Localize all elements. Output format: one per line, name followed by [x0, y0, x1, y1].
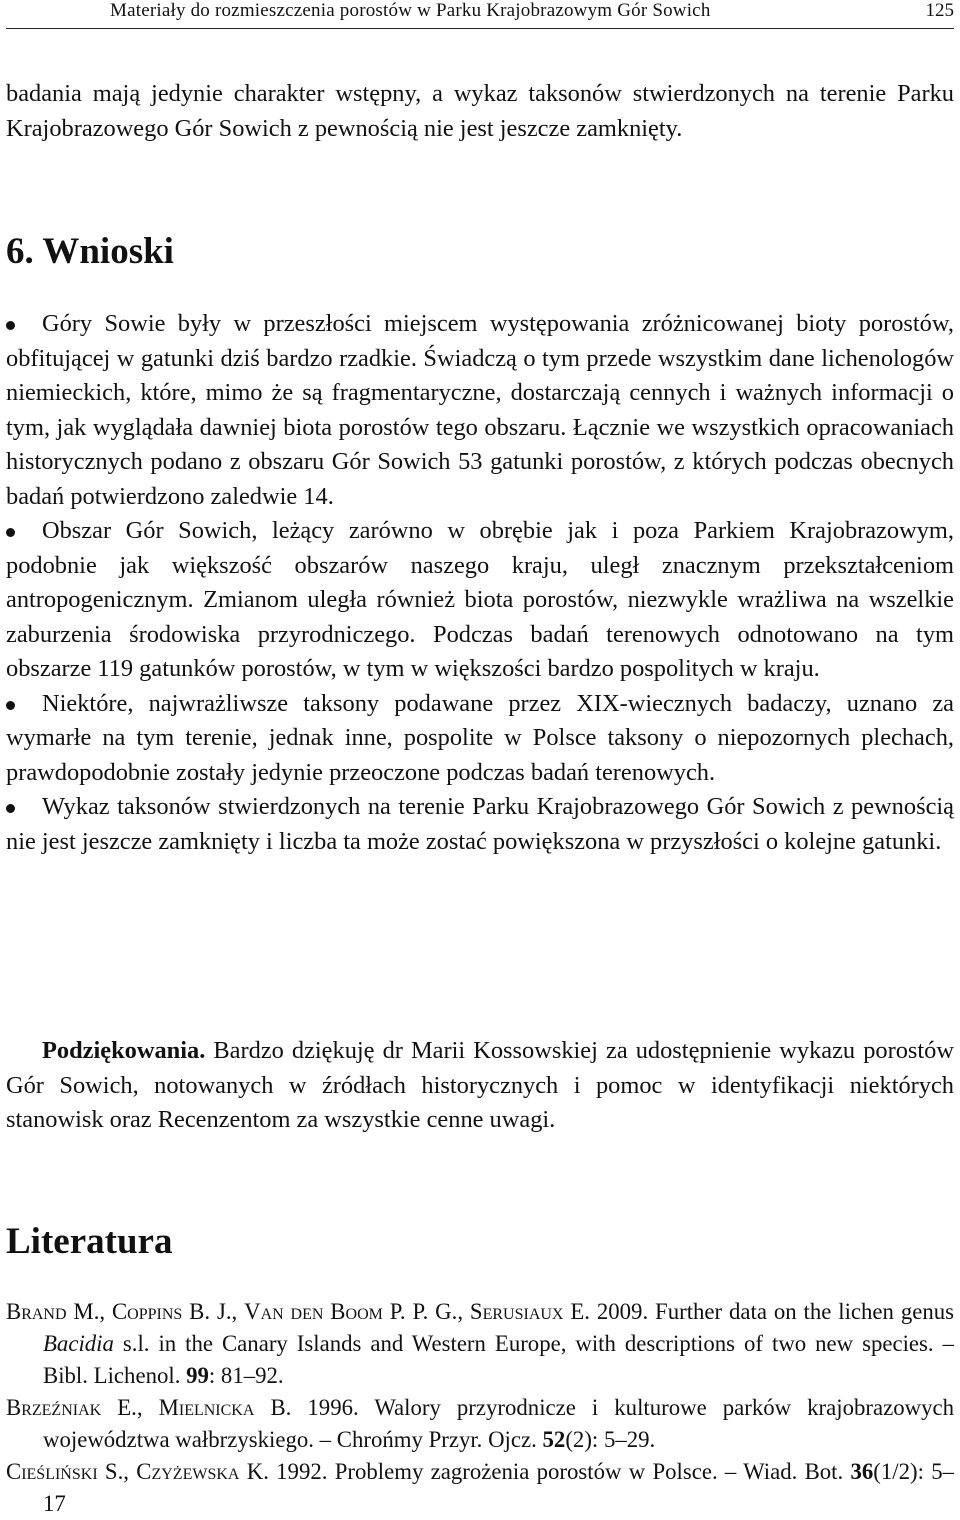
conclusions-list	[6, 307, 954, 859]
section-heading-literatura: Literatura	[6, 1221, 173, 1262]
reference-author-initials: B. 1996.	[254, 1395, 375, 1420]
reference-author-initials: E.,	[101, 1395, 159, 1420]
conclusion-text: Wykaz taksonów stwierdzonych na terenie Parku Krajobrazowego Gór Sowich z pewnością nie jest jeszcze zamknięty i liczba ta może zostać powiększona w przyszłości o kolejne gatunki.	[6, 793, 954, 855]
conclusion-text: Góry Sowie były w przeszłości miejscem występowania zróżnicowanej bioty porostów, obfitującej w gatunki dziś bardzo rzadkie. Świadczą o tym przede wszystkim dane lichenologów niemieckich, które, mimo że są fragmentaryczne, dostarczają cennych i ważnych informacji o tym, jak wyglądała dawniej biota porostów tego obszaru. Łącznie we wszystkich opracowaniach historycznych podano z obszaru Gór Sowich 53 gatunki porostów, z których podczas obecnych badań potwierdzono zaledwie 14.	[6, 310, 954, 510]
reference-author: Cieśliński	[6, 1459, 98, 1484]
reference-volume: 36	[850, 1459, 874, 1484]
reference-author-initials: B. J.,	[182, 1299, 245, 1324]
intro-paragraph: badania mają jedynie charakter wstępny, a wykaz taksonów stwierdzonych na terenie Parku Krajobrazowego Gór Sowich z pewnością nie jest jeszcze zamknięty.	[6, 80, 954, 142]
reference-author-initials: S.,	[97, 1459, 137, 1484]
reference-title: Problemy zagrożenia porostów w Polsce. – Wiad. Bot.	[334, 1459, 851, 1484]
conclusion-text: Obszar Gór Sowich, leżący zarówno w obrębie jak i poza Parkiem Krajobrazowym, podobnie jak większość obszarów naszego kraju, uległ znacznym przekształceniom antropogenicznym. Zmianom uległa również biota porostów, niezwykle wrażliwa na wszelkie zaburzenia środowiska przyrodniczego. Podczas badań terenowych odnotowano na tym obszarze 119 gatunków porostów, w tym w większości bardzo pospolitych w kraju.	[6, 517, 954, 682]
reference-author-initials: P. P. G.,	[382, 1299, 470, 1324]
conclusion-item	[6, 687, 954, 791]
reference-author: Mielnicka	[158, 1395, 255, 1420]
reference-author: Brzeźniak	[6, 1395, 102, 1420]
references-list	[6, 1296, 954, 1520]
reference-title: Walory przyrodnicze i kulturowe parków krajobrazowych województwa wałbrzyskiego. – Chrońmy Przyr. Ojcz.	[43, 1395, 954, 1452]
acknowledgements-text: Bardzo dziękuję dr Marii Kossowskiej za udostępnienie wykazu porostów Gór Sowich, notowanych w źródłach historycznych i pomoc w identyfikacji niektórych stanowisk oraz Recenzentom za wszystkie cenne uwagi.	[6, 1037, 954, 1133]
conclusion-item	[6, 514, 954, 687]
bullet-icon	[6, 804, 15, 813]
bullet-icon	[6, 321, 15, 330]
reference-pages: (2): 5–29.	[565, 1427, 656, 1452]
reference-title: Further data on the lichen genus	[655, 1299, 954, 1324]
section-heading-wnioski: 6. Wnioski	[6, 231, 174, 272]
reference-title: s.l. in the Canary Islands and Western Europe, with descriptions of two new species. – Bibl. Lichenol.	[43, 1331, 954, 1388]
reference-author: Brand	[6, 1299, 67, 1324]
page-number: 125	[925, 0, 954, 21]
reference-author-initials: E. 2009.	[563, 1299, 656, 1324]
reference-author: Van den Boom	[244, 1299, 383, 1324]
reference-pages: : 81–92.	[208, 1363, 284, 1388]
reference-author: Serusiaux	[469, 1299, 564, 1324]
reference-volume: 99	[186, 1363, 209, 1388]
reference-author-initials: M.,	[66, 1299, 112, 1324]
reference-author: Czyżewska	[136, 1459, 240, 1484]
reference-item	[6, 1456, 954, 1520]
running-header	[6, 0, 954, 29]
reference-genus: Bacidia	[43, 1331, 114, 1356]
running-title: Materiały do rozmieszczenia porostów w Parku Krajobrazowym Gór Sowich	[110, 0, 711, 21]
conclusion-text: Niektóre, najwrażliwsze taksony podawane przez XIX-wiecznych badaczy, uznano za wymarłe na tym terenie, jednak inne, pospolite w Polsce taksony o niepozornych plechach, prawdopodobnie zostały jedynie przeoczone podczas badań terenowych.	[6, 689, 954, 786]
acknowledgements-paragraph	[6, 1034, 954, 1138]
conclusion-item	[6, 790, 954, 859]
reference-pages: (1/2): 5–17	[43, 1459, 954, 1516]
conclusion-item	[6, 307, 954, 514]
reference-item	[6, 1296, 954, 1392]
reference-author: Coppins	[111, 1299, 183, 1324]
acknowledgements-label: Podziękowania.	[42, 1037, 206, 1064]
bullet-icon	[6, 528, 15, 537]
reference-item	[6, 1392, 954, 1456]
reference-volume: 52	[542, 1427, 566, 1452]
reference-author-initials: K. 1992.	[239, 1459, 335, 1484]
bullet-icon	[6, 701, 15, 710]
